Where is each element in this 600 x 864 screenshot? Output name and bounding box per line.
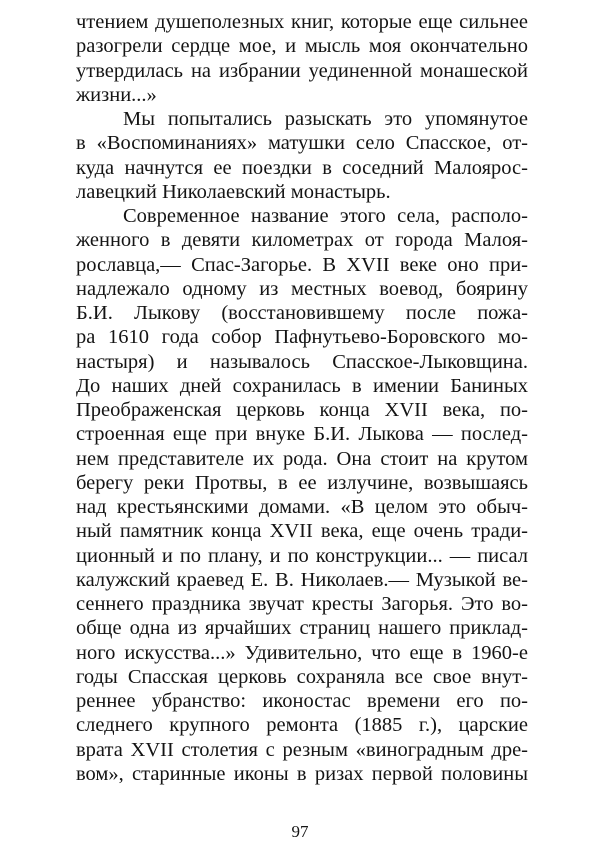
text-line: нем представителе их рода. Она стоит на крутом	[76, 447, 528, 470]
text-line: До наших дней сохранилась в имении Баниных	[76, 374, 528, 397]
text-line: разогрели сердце мое, и мысль моя окончательно	[76, 35, 528, 58]
text-line: лавецкий Николаевский монастырь.	[76, 180, 391, 203]
text-line: жизни...»	[76, 83, 157, 106]
text-line: ного искусства...» Удивительно, что еще в 1960-е	[76, 641, 528, 664]
text-line: реннее убранство: иконостас времени его по-	[76, 690, 528, 712]
text-line: годы Спасская церковь сохраняла все свое внут-	[76, 665, 528, 688]
text-line: вом», старинные иконы в ризах первой половины	[76, 762, 528, 785]
text-line: над крестьянскими домами. «В целом это обыч-	[76, 496, 528, 518]
text-line: надлежало одному из местных воевод, боярину	[76, 277, 528, 300]
text-line: настыря) и называлось Спасское-Лыковщина.	[76, 350, 528, 373]
text-line: ционный и по плану, и по конструкции... — писал	[76, 544, 528, 567]
text-line: Б.И. Лыкову (восстановившему после пожа-	[76, 302, 528, 324]
page-number: 97	[291, 822, 309, 841]
text-line: сеннего праздника звучат кресты Загорья. Это во-	[76, 593, 528, 615]
text-line: рославца,— Спас-Загорье. В XVII веке оно при-	[76, 253, 528, 276]
text-line: в «Воспоминаниях» матушки село Спасское, от-	[76, 132, 528, 155]
text-line: обще одна из ярчайших страниц нашего приклад-	[76, 617, 528, 640]
text-line: строенная еще при внуке Б.И. Лыкова — послед-	[76, 423, 528, 446]
text-line: чтением душеполезных книг, которые еще сильнее	[76, 11, 528, 33]
text-line: ный памятник конца XVII века, еще очень тради-	[76, 520, 528, 543]
text-line: следнего крупного ремонта (1885 г.), царские	[76, 714, 528, 737]
text-line: Мы попытались разыскать это упомянутое	[123, 108, 528, 130]
text-line: куда начнутся ее поездки в соседний Малоярос-	[76, 156, 528, 179]
text-line: Современное название этого села, располо-	[123, 205, 528, 227]
text-line: Преображенская церковь конца XVII века, по-	[76, 399, 528, 421]
body-text	[76, 10, 528, 786]
text-line: утвердилась на избрании уединенной монашеской	[76, 59, 528, 82]
text-line: женного в девяти километрах от города Малоя-	[76, 229, 528, 252]
text-line: ра 1610 года собор Пафнутьево-Боровского мо-	[76, 326, 528, 349]
text-line: врата XVII столетия с резным «виноградным дре-	[76, 738, 528, 761]
text-line: калужский краевед Е. В. Николаев.— Музыкой ве-	[76, 568, 528, 591]
text-line: берегу реки Протвы, в ее излучине, возвышаясь	[76, 471, 528, 494]
